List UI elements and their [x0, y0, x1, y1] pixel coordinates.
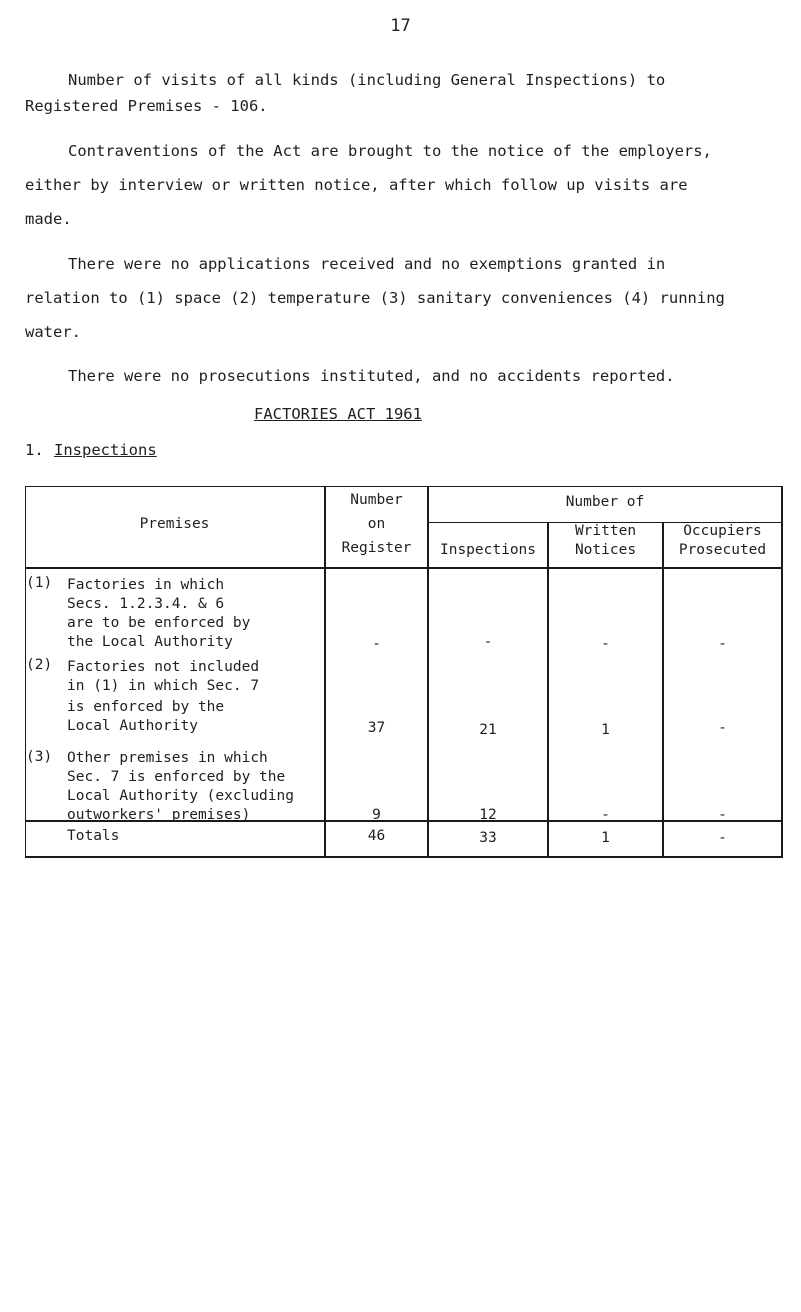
- row-1-line-2: Secs. 1.2.3.4. & 6: [67, 596, 225, 612]
- header-register-line-2: on: [367, 516, 386, 532]
- row-1-occupiers: -: [718, 636, 727, 652]
- totals-label: Totals: [67, 828, 120, 844]
- header-inspections: Inspections: [439, 542, 537, 558]
- row-2-written: 1: [601, 722, 610, 738]
- table-top-rule: [25, 486, 783, 487]
- page-number: 17: [390, 16, 411, 36]
- header-register-line-1: Number: [350, 492, 403, 508]
- applications-text-line-3: water.: [25, 323, 81, 341]
- row-2-line-1: Factories not included: [67, 659, 260, 675]
- totals-written: 1: [601, 830, 610, 846]
- row-1-line-3: are to be enforced by: [67, 615, 251, 631]
- row-2-occupiers: -: [718, 720, 727, 736]
- row-2-line-4: Local Authority: [67, 718, 198, 734]
- row-3-inspections: 12: [479, 807, 497, 823]
- applications-text-line-1: There were no applications received and no exemptions granted in: [68, 255, 666, 273]
- row-1-line-4: the Local Authority: [67, 634, 233, 650]
- applications-text-line-2: relation to (1) space (2) temperature (3) sanitary conveniences (4) running: [25, 289, 725, 307]
- row-1-number: (1): [26, 575, 53, 591]
- row-1-inspections: -: [483, 634, 493, 650]
- row-2-line-2: in (1) in which Sec. 7: [67, 678, 260, 694]
- row-2-number: (2): [26, 657, 53, 673]
- row-3-written: -: [601, 807, 610, 823]
- header-premises: Premises: [139, 516, 210, 532]
- header-bottom-rule: [25, 567, 783, 569]
- contraventions-text-line-1: Contraventions of the Act are brought to the notice of the employers,: [68, 142, 712, 160]
- row-3-line-4: outworkers' premises): [67, 807, 251, 823]
- row-1-register: -: [372, 636, 381, 652]
- header-number-of: Number of: [565, 494, 645, 510]
- row-3-line-1: Other premises in which: [67, 750, 268, 766]
- table-right-rule: [781, 486, 783, 858]
- row-3-occupiers: -: [718, 807, 727, 823]
- section-title: Inspections: [54, 441, 157, 459]
- inspections-table: [25, 486, 783, 858]
- contraventions-text-line-2: either by interview or written notice, after which follow up visits are: [25, 176, 688, 194]
- visits-text-line-1: Number of visits of all kinds (including General Inspections) to: [68, 71, 666, 89]
- table-bottom-rule: [25, 856, 783, 858]
- visits-text-line-2: Registered Premises - 106.: [25, 97, 268, 115]
- totals-occupiers: -: [718, 830, 727, 846]
- totals-register: 46: [367, 828, 386, 844]
- header-occupiers-line-1: Occupiers: [683, 523, 762, 539]
- row-2-line-3: is enforced by the: [67, 699, 225, 715]
- prosecutions-text: There were no prosecutions instituted, and no accidents reported.: [68, 367, 675, 385]
- act-title: FACTORIES ACT 1961: [254, 405, 422, 423]
- row-3-number: (3): [26, 749, 53, 765]
- contraventions-text-line-3: made.: [25, 210, 72, 228]
- row-2-inspections: 21: [479, 722, 497, 738]
- header-occupiers-line-2: Prosecuted: [678, 542, 767, 558]
- row-2-register: 37: [367, 720, 386, 736]
- row-1-line-1: Factories in which: [67, 577, 225, 593]
- row-3-line-3: Local Authority (excluding: [67, 788, 294, 804]
- row-3-line-2: Sec. 7 is enforced by the: [67, 769, 286, 785]
- totals-inspections: 33: [479, 830, 497, 846]
- header-written-line-2: Notices: [574, 542, 637, 558]
- row-3-register: 9: [372, 807, 381, 823]
- header-written-line-1: Written: [574, 523, 637, 539]
- row-1-written: -: [601, 636, 610, 652]
- section-number: 1.: [25, 441, 44, 459]
- header-register-line-3: Register: [341, 540, 412, 556]
